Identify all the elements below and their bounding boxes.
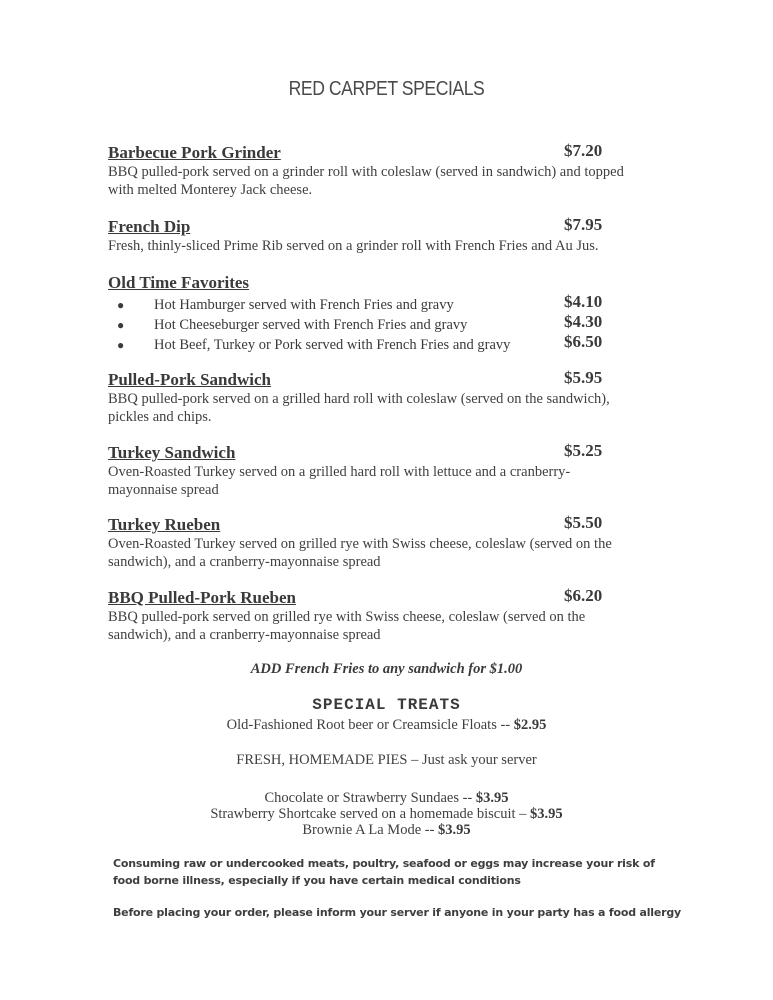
item-description: BBQ pulled-pork served on grilled rye with Swiss cheese, coleslaw (served on the sandwich), and a cranberry-mayonnaise spread <box>108 609 586 643</box>
bullet-icon: ● <box>117 318 125 332</box>
menu-item-barbecue-pork-grinder <box>108 143 648 199</box>
item-name: Pulled-Pork Sandwich <box>108 370 271 389</box>
menu-title: RED CARPET SPECIALS <box>288 78 485 100</box>
bullet-icon: ● <box>117 338 125 352</box>
item-description: Oven-Roasted Turkey served on grilled rye with Swiss cheese, coleslaw (served on the sandwich), and a cranberry-mayonnaise spread <box>108 536 612 570</box>
item-description: Oven-Roasted Turkey served on a grilled hard roll with lettuce and a cranberry-mayonnaise spread <box>108 464 571 498</box>
treat-floats <box>0 716 773 734</box>
treat-price: $3.95 <box>530 806 563 822</box>
favorites-list <box>108 292 648 355</box>
item-name: Turkey Sandwich <box>108 443 236 462</box>
allergy-notice: Before placing your order, please inform your server if anyone in your party has a food allergy <box>113 906 681 919</box>
item-description: Fresh, thinly-sliced Prime Rib served on a grinder roll with French Fries and Au Jus. <box>108 238 599 254</box>
item-name: French Dip <box>108 217 191 236</box>
treat-text: Strawberry Shortcake served on a homemade biscuit – <box>210 806 531 822</box>
item-description: BBQ pulled-pork served on a grilled hard roll with coleslaw (served on the sandwich), pickles and chips. <box>108 391 610 425</box>
menu-item-pulled-pork-sandwich <box>108 370 648 426</box>
item-name: BBQ Pulled-Pork Rueben <box>108 588 296 607</box>
bullet-icon: ● <box>117 298 125 312</box>
list-item-price: $6.50 <box>564 332 603 351</box>
item-name: Old Time Favorites <box>108 273 250 292</box>
item-name: Barbecue Pork Grinder <box>108 143 281 162</box>
menu-item-turkey-rueben <box>108 515 648 571</box>
treat-text: Chocolate or Strawberry Sundaes -- <box>264 790 476 806</box>
list-item-text: Hot Cheeseburger served with French Fries and gravy <box>154 317 468 333</box>
menu-item-french-dip <box>108 217 648 255</box>
item-price: $5.50 <box>564 513 603 532</box>
list-item-text: Hot Beef, Turkey or Pork served with French Fries and gravy <box>154 337 511 353</box>
item-price: $5.95 <box>564 368 603 387</box>
menu-item-bbq-pulled-pork-rueben <box>108 588 648 644</box>
treat-pies: FRESH, HOMEMADE PIES – Just ask your server <box>236 752 537 768</box>
menu-item-old-time-favorites <box>108 273 648 355</box>
treat-text: Brownie A La Mode -- <box>302 822 439 838</box>
item-name: Turkey Rueben <box>108 515 221 534</box>
treat-price: $3.95 <box>438 822 471 838</box>
item-price: $6.20 <box>564 586 603 605</box>
treat-price: $2.95 <box>513 717 547 733</box>
list-item-price: $4.10 <box>564 292 603 311</box>
treat-brownie <box>0 821 773 839</box>
item-description: BBQ pulled-pork served on a grinder roll with coleslaw (served in sandwich) and topped with melted Monterey Jack cheese. <box>108 164 624 198</box>
treat-price: $3.95 <box>475 790 509 806</box>
item-price: $5.25 <box>564 441 603 460</box>
special-treats-title: SPECIAL TREATS <box>312 696 461 714</box>
list-item-text: Hot Hamburger served with French Fries and gravy <box>154 297 454 313</box>
add-fries-note: ADD French Fries to any sandwich for $1.00 <box>250 661 523 677</box>
item-price: $7.20 <box>564 141 603 160</box>
item-price: $7.95 <box>564 215 603 234</box>
menu-item-turkey-sandwich <box>108 443 648 499</box>
list-item-price: $4.30 <box>564 312 603 331</box>
raw-food-notice: Consuming raw or undercooked meats, poultry, seafood or eggs may increase your risk of food borne illness, especially if you have certain medical conditions <box>113 857 655 887</box>
treat-text: Old-Fashioned Root beer or Creamsicle Floats -- <box>226 717 514 733</box>
list-item <box>108 332 648 355</box>
